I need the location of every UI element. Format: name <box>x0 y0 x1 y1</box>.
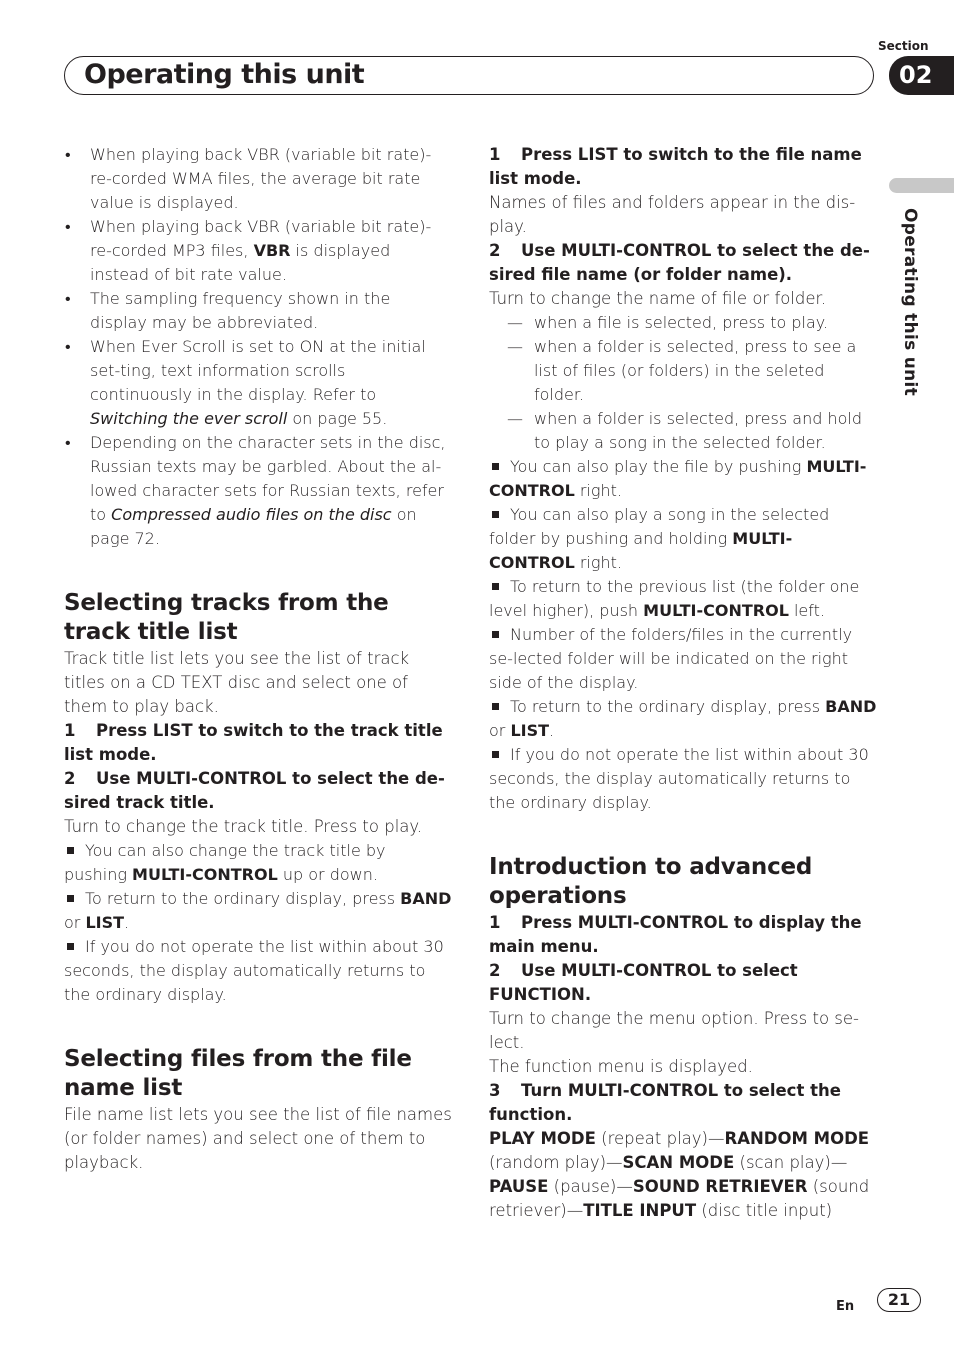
page-number: 21 <box>877 1288 921 1312</box>
page-title: Operating this unit <box>84 59 365 90</box>
track-step-2-body: Turn to change the track title. Press to play. <box>64 817 423 836</box>
adv-step-2-body: Turn to change the menu option. Press to se-lect. <box>489 1009 859 1052</box>
track-step-2: 2 Use MULTI-CONTROL to select the de-sired track title. <box>64 769 445 812</box>
list-item: — when a folder is selected, press and hold to play a song in the selected folder. <box>489 407 877 455</box>
list-item: • The sampling frequency shown in the display may be abbreviated. <box>64 287 452 335</box>
function-list: PLAY MODE (repeat play)—RANDOM MODE (random play)—SCAN MODE (scan play)—PAUSE (pause)—SOUND RETRIEVER (sound retriever)—TITLE INPUT (disc title input) <box>489 1129 870 1220</box>
side-tab-marker <box>889 178 954 193</box>
list-item: • When Ever Scroll is set to ON at the initial set-ting, text information scrolls continuously in the display. Refer to Switching the ever scroll on page 55. <box>64 335 452 431</box>
dash-list <box>489 311 877 455</box>
adv-step-2-result: The function menu is displayed. <box>489 1057 753 1076</box>
note-item: If you do not operate the list within about 30 seconds, the display automatically returns to the ordinary display. <box>64 935 452 1007</box>
section-number-badge: 02 <box>889 56 954 95</box>
adv-step-1: 1 Press MULTI-CONTROL to display the main menu. <box>489 913 862 956</box>
note-item: Number of the folders/files in the currently se-lected folder will be indicated on the right side of the display. <box>489 623 877 695</box>
note-item: To return to the ordinary display, press BAND or LIST. <box>489 695 877 743</box>
file-step-2: 2 Use MULTI-CONTROL to select the de-sired file name (or folder name). <box>489 241 870 284</box>
adv-step-2: 2 Use MULTI-CONTROL to select FUNCTION. <box>489 961 798 1004</box>
list-item: • When playing back VBR (variable bit rate)-re-corded MP3 files, VBR is displayed instead of bit rate value. <box>64 215 452 287</box>
section-label: Section <box>878 39 929 53</box>
note-item: You can also change the track title by pushing MULTI-CONTROL up or down. <box>64 839 452 887</box>
track-step-1: 1 Press LIST to switch to the track title list mode. <box>64 721 443 764</box>
note-item: You can also play the file by pushing MULTI-CONTROL right. <box>489 455 877 503</box>
advanced-ops-heading: Introduction to advanced operations <box>489 854 813 909</box>
bullet-list <box>64 143 452 551</box>
list-item: — when a file is selected, press to play. <box>489 311 877 335</box>
list-item: — when a folder is selected, press to see a list of files (or folders) in the seleted folder. <box>489 335 877 407</box>
note-item: If you do not operate the list within about 30 seconds, the display automatically returns to the ordinary display. <box>489 743 877 815</box>
adv-step-3: 3 Turn MULTI-CONTROL to select the function. <box>489 1081 841 1124</box>
file-step-1-body: Names of files and folders appear in the dis-play. <box>489 193 856 236</box>
note-item: You can also play a song in the selected folder by pushing and holding MULTI-CONTROL right. <box>489 503 877 575</box>
file-list-heading: Selecting files from the file name list <box>64 1046 412 1101</box>
file-step-1: 1 Press LIST to switch to the file name list mode. <box>489 145 862 188</box>
file-step-2-body: Turn to change the name of file or folder. <box>489 289 827 308</box>
note-item: To return to the ordinary display, press BAND or LIST. <box>64 887 452 935</box>
list-item: • When playing back VBR (variable bit rate)-re-corded WMA files, the average bit rate value is displayed. <box>64 143 452 215</box>
language-label: En <box>836 1299 855 1314</box>
track-list-heading: Selecting tracks from the track title list <box>64 590 389 645</box>
file-list-intro: File name list lets you see the list of file names (or folder names) and select one of them to playback. <box>64 1105 452 1172</box>
side-section-label: Operating this unit <box>900 208 920 397</box>
note-item: To return to the previous list (the folder one level higher), push MULTI-CONTROL left. <box>489 575 877 623</box>
left-column <box>64 143 452 1175</box>
track-list-intro: Track title list lets you see the list of track titles on a CD TEXT disc and select one of them to play back. <box>64 649 410 716</box>
right-column <box>489 143 877 1223</box>
list-item: • Depending on the character sets in the disc, Russian texts may be garbled. About the al-lowed character sets for Russian texts, refer to Compressed audio files on the disc on page 72. <box>64 431 452 551</box>
